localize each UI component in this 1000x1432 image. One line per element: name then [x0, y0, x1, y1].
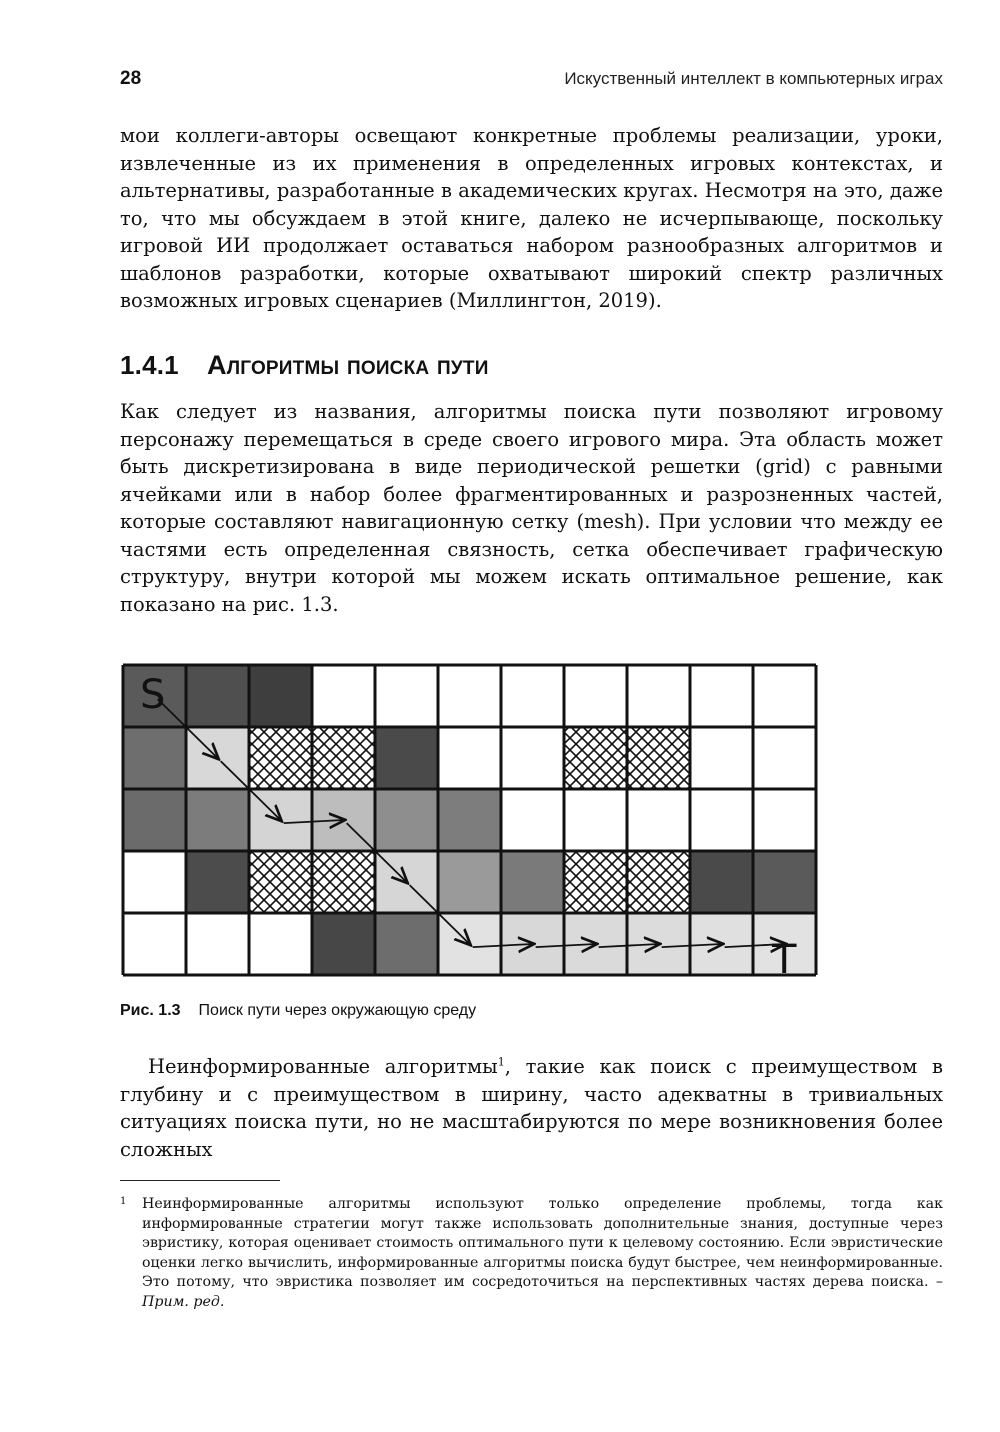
grid-cell — [501, 789, 564, 851]
grid-cell — [753, 727, 816, 789]
running-head-title: Искуственный интеллект в компьютерных играх — [564, 69, 943, 88]
grid-cell — [690, 665, 753, 727]
obstacle-cell — [627, 727, 690, 789]
grid-cell — [753, 789, 816, 851]
grid-cell — [564, 665, 627, 727]
grid-cell — [375, 727, 438, 789]
grid-cell — [627, 665, 690, 727]
grid-cell — [501, 851, 564, 913]
obstacle-cell — [249, 851, 312, 913]
start-marker: S — [140, 672, 166, 718]
footnote-reference[interactable]: 1 — [497, 1055, 505, 1069]
pathfinding-grid — [120, 660, 820, 985]
footnote — [120, 1195, 943, 1312]
grid-cell — [690, 789, 753, 851]
grid-cell — [375, 913, 438, 975]
obstacle-cell — [564, 851, 627, 913]
body-paragraph: Как следует из названия, алгоритмы поиска пути позволяют игровому персонажу перемещаться в среде своего игрового мира. Эта область может быть дискретизирована в виде периодической решетки (grid) с равными ячейками или в набор более фрагментированных и разрозненных частей, которые составляют навигационную сетку (mesh). При условии что между ее частями есть определенная связность, сетка обеспечивает графическую структуру, внутри которой мы можем искать оптимальное решение, как показано на рис. 1.3. — [120, 400, 943, 616]
footnote-body: Неинформированные алгоритмы используют только определение проблемы, тогда как информированные стратегии могут также использовать дополнительные знания, доступные через эвристику, которая оценивает стоимость оптимального пути к целевому состоянию. Если эвристические оценки легко вычислить, информированные алгоритмы поиска будут быстрее, чем неинформированные. Это потому, что эвристика позволяет им сосредоточиться на перспективных частях дерева поиска. – — [142, 1196, 943, 1290]
page-number: 28 — [120, 68, 142, 89]
grid-cell — [186, 789, 249, 851]
grid-cell — [501, 665, 564, 727]
grid-cells — [123, 665, 816, 975]
grid-cell — [438, 789, 501, 851]
grid-cell — [312, 665, 375, 727]
obstacle-cell — [627, 851, 690, 913]
figure-caption — [120, 1002, 476, 1020]
grid-cell — [249, 665, 312, 727]
pathfinding-figure — [120, 660, 820, 985]
grid-cell — [249, 913, 312, 975]
obstacle-cell — [564, 727, 627, 789]
caption-label: Рис. 1.3 — [120, 1002, 181, 1019]
section-number: 1.4.1 — [120, 350, 179, 380]
section-title: Алгоритмы поиска пути — [207, 350, 489, 380]
grid-cell — [186, 851, 249, 913]
paragraph-text: Неинформированные алгоритмы — [148, 1055, 498, 1078]
grid-cell — [123, 727, 186, 789]
grid-cell — [123, 789, 186, 851]
grid-cell — [564, 789, 627, 851]
grid-cell — [690, 727, 753, 789]
obstacle-cell — [312, 851, 375, 913]
footnote-text — [120, 1195, 943, 1312]
editor-note: Прим. ред. — [142, 1293, 225, 1310]
paragraph-text: , такие как поиск с преимуществом в глубину и с преимуществом в ширину, часто адекватны в тривиальных ситуациях поиска пути, но не масштабируются по мере возникновения более сложных — [120, 1055, 943, 1161]
grid-cell — [690, 851, 753, 913]
grid-cell — [186, 913, 249, 975]
grid-cell — [753, 851, 816, 913]
grid-cell — [123, 913, 186, 975]
grid-cell — [123, 851, 186, 913]
grid-cell — [375, 789, 438, 851]
section-heading — [120, 350, 489, 381]
caption-text: Поиск пути через окружающую среду — [198, 1002, 477, 1019]
footnote-divider — [120, 1180, 280, 1181]
body-paragraph — [120, 1053, 943, 1163]
grid-cell — [438, 851, 501, 913]
grid-cell — [312, 913, 375, 975]
grid-cell — [438, 727, 501, 789]
running-head — [120, 68, 943, 94]
obstacle-cell — [249, 727, 312, 789]
grid-cell — [753, 665, 816, 727]
target-marker: T — [772, 937, 797, 983]
grid-cell — [375, 665, 438, 727]
obstacle-cell — [312, 727, 375, 789]
grid-cell — [186, 665, 249, 727]
grid-cell — [438, 665, 501, 727]
grid-cell — [501, 727, 564, 789]
footnote-marker: 1 — [120, 1196, 127, 1207]
body-paragraph: мои коллеги-авторы освещают конкретные проблемы реализации, уроки, извлеченные из их применения в определенных игровых контекстах, и альтернативы, разработанные в академических кругах. Несмотря на это, даже то, что мы обсуждаем в этой книге, далеко не исчерпывающе, поскольку игровой ИИ продолжает оставаться набором разнообразных алгоритмов и шаблонов разработки, которые охватывают широкий спектр различных возможных игровых сценариев (Миллингтон, 2019). — [120, 124, 943, 312]
grid-cell — [627, 789, 690, 851]
